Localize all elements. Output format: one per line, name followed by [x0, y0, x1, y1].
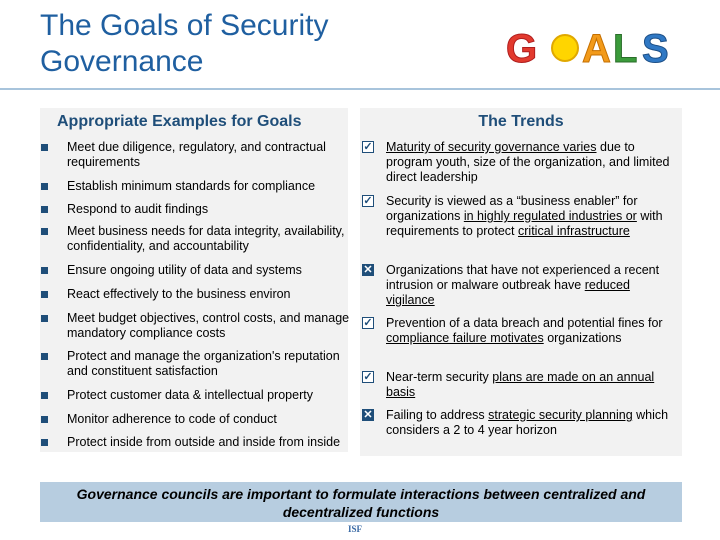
- slide-title: [40, 8, 480, 80]
- goal-item: [40, 179, 350, 194]
- goal-item: [40, 202, 350, 217]
- checkbox-x-icon: ✕: [363, 409, 373, 421]
- goal-text: React effectively to the business environ: [67, 287, 291, 301]
- square-bullet-icon: [41, 267, 48, 274]
- square-bullet-icon: [41, 144, 48, 151]
- trends-heading: The Trends: [478, 113, 564, 130]
- trend-text: Organizations that have not experienced a recent intrusion or malware outbreak have reduced vigilance: [386, 263, 660, 307]
- trend-item: [362, 316, 680, 346]
- square-bullet-icon: [41, 315, 48, 322]
- goal-item: [40, 263, 350, 278]
- square-bullet-icon: [41, 439, 48, 446]
- trend-item: [362, 194, 680, 239]
- goal-text: Protect customer data & intellectual property: [67, 388, 313, 402]
- title-line-2: Governance: [40, 45, 204, 78]
- square-bullet-icon: [41, 416, 48, 423]
- logo-letter-a: A: [582, 27, 611, 71]
- trend-item: [362, 263, 680, 308]
- goal-item: [40, 349, 350, 379]
- goals-heading: Appropriate Examples for Goals: [57, 113, 302, 130]
- trend-text: Failing to address strategic security planning which considers a 2 to 4 year horizon: [386, 408, 669, 437]
- checkbox-checked-icon: ✓: [363, 141, 373, 153]
- goal-text: Monitor adherence to code of conduct: [67, 412, 277, 426]
- trend-text: Security is viewed as a “business enabler” for organizations in highly regulated industries or with requirements to protect critical infrastructure: [386, 194, 663, 238]
- square-bullet-icon: [41, 228, 48, 235]
- square-bullet-icon: [41, 291, 48, 298]
- goal-text: Meet due diligence, regulatory, and contractual requirements: [67, 140, 326, 169]
- goals-logo: [502, 24, 702, 74]
- goal-text: Meet business needs for data integrity, availability, confidentiality, and accountability: [67, 224, 345, 253]
- title-divider: [0, 88, 720, 90]
- goal-item: [40, 412, 350, 427]
- goal-text: Respond to audit findings: [67, 202, 209, 216]
- logo-letter-s: S: [642, 27, 669, 71]
- square-bullet-icon: [41, 353, 48, 360]
- goal-item: [40, 224, 350, 254]
- goal-item: [40, 311, 350, 341]
- goal-item: [40, 388, 350, 403]
- goal-item: [40, 140, 350, 170]
- logo-letter-o-ball: [552, 35, 578, 61]
- footer-banner: Governance councils are important to formulate interactions between centralized and decentralized functions: [40, 482, 682, 522]
- checkbox-checked-icon: ✓: [363, 195, 373, 207]
- goal-text: Establish minimum standards for compliance: [67, 179, 316, 193]
- square-bullet-icon: [41, 206, 48, 213]
- checkbox-checked-icon: ✓: [363, 371, 373, 383]
- goal-item: [40, 435, 350, 450]
- trend-text: Near-term security plans are made on an annual basis: [386, 370, 655, 399]
- title-line-1: The Goals of Security: [40, 9, 329, 42]
- trend-item: [362, 408, 680, 438]
- logo-letter-l: L: [613, 27, 638, 71]
- square-bullet-icon: [41, 183, 48, 190]
- square-bullet-icon: [41, 392, 48, 399]
- isf-logo: ISF: [348, 524, 363, 534]
- trend-text: Prevention of a data breach and potential fines for compliance failure motivates organizations: [386, 316, 663, 345]
- trend-text: Maturity of security governance varies due to program youth, size of the organization, and limited direct leadership: [386, 140, 670, 184]
- goal-text: Protect inside from outside and inside from inside: [67, 435, 341, 449]
- checkbox-checked-icon: ✓: [363, 317, 373, 329]
- trend-item: [362, 370, 680, 400]
- logo-letter-g: G: [506, 27, 538, 71]
- goal-text: Protect and manage the organization's reputation and constituent satisfaction: [67, 349, 340, 378]
- goal-item: [40, 287, 350, 302]
- goal-text: Ensure ongoing utility of data and systems: [67, 263, 302, 277]
- trend-item: [362, 140, 680, 185]
- checkbox-x-icon: ✕: [363, 264, 373, 276]
- goal-text: Meet budget objectives, control costs, and manage mandatory compliance costs: [67, 311, 350, 340]
